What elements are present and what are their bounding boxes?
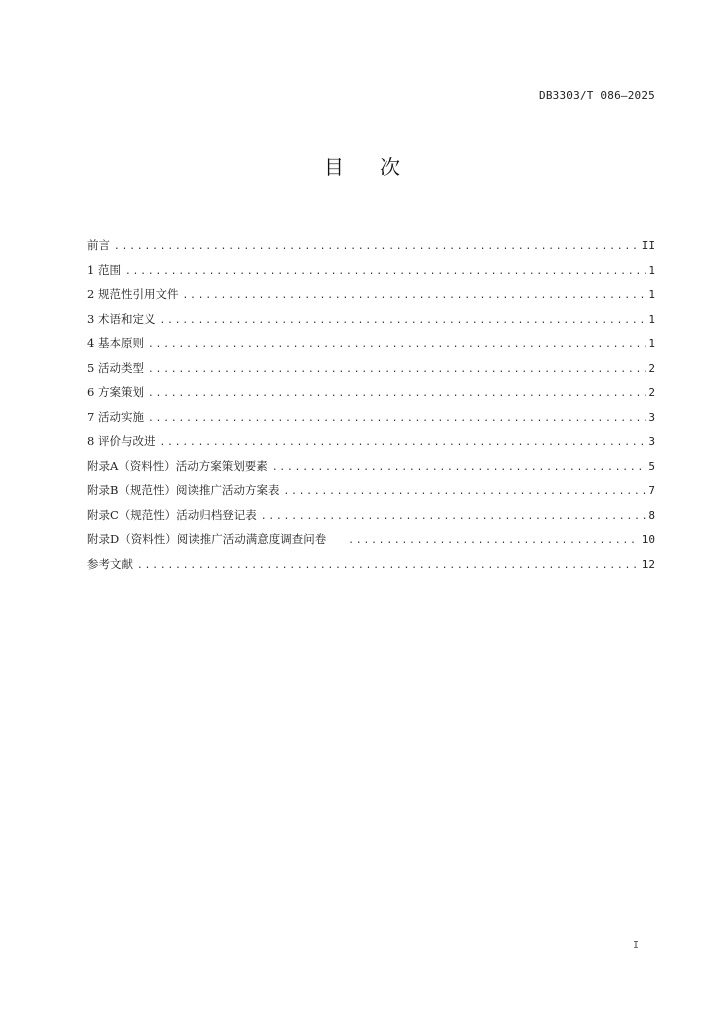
toc-entry-bibliography[interactable] [87, 555, 655, 580]
toc-entry-basic-principles[interactable] [87, 334, 655, 359]
toc-entry-appendix-d[interactable] [87, 530, 655, 555]
toc-label: 附录B（规范性）阅读推广活动方案表 [87, 483, 280, 497]
toc-entry-planning[interactable] [87, 383, 655, 408]
toc-page-number: 2 [648, 361, 655, 375]
page-number: I [633, 940, 640, 951]
toc-page-number: 1 [648, 288, 655, 301]
toc-page-number: II [641, 239, 655, 252]
toc-page-number: 1 [648, 263, 655, 277]
toc-leader-dots [146, 410, 646, 428]
toc-page-number: 7 [648, 484, 655, 497]
toc-entry-normative-references[interactable] [87, 285, 655, 310]
toc-leader-dots [259, 508, 647, 526]
toc-entry-implementation[interactable] [87, 408, 655, 433]
toc-entry-appendix-a[interactable] [87, 457, 655, 482]
toc-label: 附录A（资料性）活动方案策划要素 [87, 458, 268, 473]
toc-entry-evaluation[interactable] [87, 432, 655, 457]
title-char-1: 目 [324, 155, 344, 179]
toc-page-number: 2 [648, 386, 655, 399]
toc-leader-dots [281, 483, 646, 501]
toc-label: 2 规范性引用文件 [87, 287, 179, 301]
toc-label: 1 范围 [87, 262, 121, 277]
toc-page-number: 1 [648, 312, 655, 326]
toc-label: 附录D（资料性）阅读推广活动满意度调查问卷 [87, 532, 327, 546]
toc-label: 4 基本原则 [87, 336, 144, 350]
toc-label: 参考文献 [87, 556, 133, 571]
toc-page-number: 12 [641, 557, 655, 571]
toc-label: 前言 [87, 238, 110, 252]
toc-label: 6 方案策划 [87, 385, 144, 399]
table-of-contents [87, 236, 655, 579]
toc-label: 5 活动类型 [87, 360, 144, 375]
toc-label: 7 活动实施 [87, 409, 144, 424]
toc-leader-dots [180, 287, 646, 305]
toc-leader-dots [135, 557, 640, 575]
toc-leader-dots [270, 459, 647, 477]
toc-entry-activity-types[interactable] [87, 359, 655, 384]
toc-page-number: 1 [648, 337, 655, 350]
toc-entry-scope[interactable] [87, 261, 655, 286]
toc-leader-dots [112, 238, 640, 256]
toc-entry-terms-definitions[interactable] [87, 310, 655, 335]
toc-leader-dots [123, 263, 646, 281]
toc-label: 8 评价与改进 [87, 434, 156, 448]
toc-page-number: 5 [648, 459, 655, 473]
toc-leader-dots [146, 385, 646, 403]
toc-entry-foreword[interactable] [87, 236, 655, 261]
page-title [0, 151, 724, 180]
document-code: DB3303/T 086—2025 [539, 89, 655, 102]
toc-page-number: 10 [641, 533, 655, 546]
toc-leader-dots [146, 336, 646, 354]
toc-entry-appendix-c[interactable] [87, 506, 655, 531]
toc-page-number: 3 [648, 410, 655, 424]
title-char-2: 次 [380, 155, 400, 179]
toc-leader-dots [157, 434, 646, 452]
toc-label: 3 术语和定义 [87, 311, 156, 326]
toc-label: 附录C（规范性）活动归档登记表 [87, 507, 257, 522]
toc-page-number: 3 [648, 435, 655, 448]
toc-leader-dots [157, 312, 646, 330]
toc-entry-appendix-b[interactable] [87, 481, 655, 506]
toc-leader-dots [328, 532, 640, 550]
toc-page-number: 8 [648, 508, 655, 522]
toc-leader-dots [146, 361, 646, 379]
